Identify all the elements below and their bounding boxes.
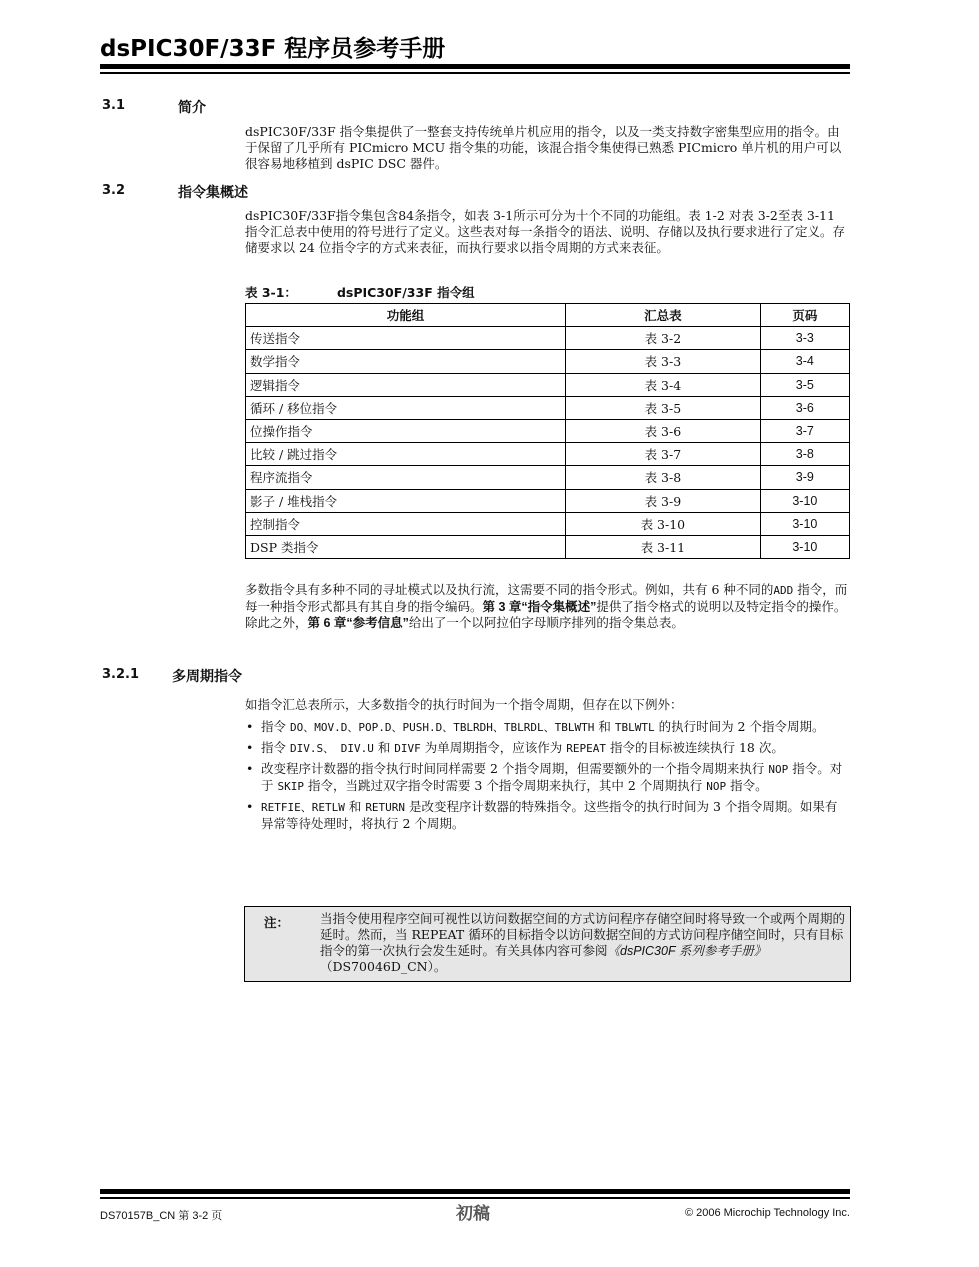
table-cell-group: 程序流指令 [246, 466, 566, 489]
list-item [245, 761, 845, 795]
note-label: 注： [264, 915, 290, 930]
bullet-text: 指令。 [726, 778, 768, 793]
bullet-text: 是改变程序计数器的特殊指令。这些指令的执行时间为 3 个指令周期。如果有异常等待处理时，将执行 2 个周期。 [261, 799, 838, 831]
code-span: REPEAT [566, 742, 606, 755]
table-header-cell: 功能组 [246, 304, 566, 327]
header-rule-thick [100, 64, 850, 69]
table-header-cell: 汇总表 [566, 304, 761, 327]
bullet-text: 指令 [261, 740, 290, 755]
list-item [245, 719, 845, 736]
code-span: TBLWTL [614, 721, 655, 734]
table-cell-group: 数学指令 [246, 350, 566, 373]
after-table-text-4: 给出了一个以阿拉伯字母顺序排列的指令集总表。 [408, 615, 684, 630]
page-header-title: dsPIC30F/33F 程序员参考手册 [100, 36, 446, 62]
after-table-text-1: 多数指令具有多种不同的寻址模式以及执行流，这需要不同的指令形式。例如，共有 6 种不同的 [245, 582, 774, 597]
table-caption-label: 表 3-1： [245, 285, 297, 300]
code-span: NOP [768, 763, 789, 776]
table-cell-summary: 表 3-3 [566, 350, 761, 373]
table-row [246, 396, 850, 419]
table-cell-summary: 表 3-7 [566, 443, 761, 466]
table-cell-page: 3-10 [760, 489, 849, 512]
table-row [246, 512, 850, 535]
table-cell-page: 3-3 [760, 327, 849, 350]
bullet-text: 指令的目标被连续执行 18 次。 [606, 740, 784, 755]
bullet-glyph: • [246, 740, 254, 755]
table-cell-page: 3-5 [760, 373, 849, 396]
note-text [320, 911, 845, 975]
table-cell-page: 3-9 [760, 466, 849, 489]
bullet-text: 和 [373, 740, 395, 755]
table-cell-page: 3-4 [760, 350, 849, 373]
bullet-text: 指令 [261, 719, 290, 734]
code-add: ADD [773, 584, 794, 597]
table-header-row [246, 304, 850, 327]
table-caption-title: dsPIC30F/33F 指令组 [336, 285, 475, 300]
section-3-2-1-title: 多周期指令 [172, 669, 242, 685]
bullet-text: 的执行时间为 2 个指令周期。 [654, 719, 825, 734]
table-cell-group: 比较 / 跳过指令 [246, 443, 566, 466]
table-cell-summary: 表 3-11 [566, 535, 761, 558]
exceptions-list [245, 719, 845, 836]
code-span: RETFIE、RETLW [261, 801, 345, 814]
section-3-2-1-number: 3.2.1 [102, 667, 140, 682]
table-cell-group: 逻辑指令 [246, 373, 566, 396]
chapter-6-ref: 第 6 章“参考信息” [307, 616, 409, 630]
table-cell-page: 3-8 [760, 443, 849, 466]
bullet-text: 指令。对于 [261, 761, 843, 793]
table-row [246, 373, 850, 396]
table-row [246, 327, 850, 350]
table-cell-group: 位操作指令 [246, 419, 566, 442]
note-tail: （DS70046D_CN）。 [320, 959, 447, 974]
footer-copyright: © 2006 Microchip Technology Inc. [684, 1207, 850, 1219]
table-cell-group: DSP 类指令 [246, 535, 566, 558]
code-span: DIV.S、 DIV.U [289, 742, 374, 755]
section-3-2-body: dsPIC30F/33F指令集包含84条指令，如表 3-1所示可分为十个不同的功能组。表 1-2 对表 3-2至表 3-11 指令汇总表中使用的符号进行了定义。这些表对每一条指令的语法、说明、存储以及执行要求进行了定义。存储要求以 24 位指令字的方式来表征，而执行要求以指令周期的方式来表征。 [245, 208, 846, 255]
note-body: 当指令使用程序空间可视性以访问数据空间的方式访问程序存储空间时将导致一个或两个周期的延时。然而，当 REPEAT 循环的目标指令以访问数据空间的方式访问程序储空间时，只有目标指令的第一次执行会发生延时。有关具体内容可参阅 [320, 911, 846, 958]
list-item [245, 799, 845, 832]
code-span: RETURN [365, 801, 406, 814]
table-cell-page: 3-10 [760, 512, 849, 535]
header-rule-thin [100, 72, 850, 74]
after-table-paragraph [245, 582, 850, 631]
after-table-text-3: 提供了指令格式的说明以及特定指令的操作。除此之外， [245, 599, 847, 630]
table-cell-group: 循环 / 移位指令 [246, 396, 566, 419]
table-row [246, 489, 850, 512]
table-cell-summary: 表 3-8 [566, 466, 761, 489]
bullet-text: 指令，当跳过双字指令时需要 3 个指令周期来执行，其中 2 个周期执行 [303, 778, 707, 793]
code-span: SKIP [277, 780, 304, 793]
table-row [246, 443, 850, 466]
table-cell-summary: 表 3-4 [566, 373, 761, 396]
table-cell-summary: 表 3-6 [566, 419, 761, 442]
bullet-glyph: • [246, 719, 254, 734]
section-3-1-number: 3.1 [102, 98, 126, 113]
code-span: NOP [706, 780, 727, 793]
bullet-text: 改变程序计数器的指令执行时间同样需要 2 个指令周期，但需要额外的一个指令周期来执行 [261, 761, 769, 776]
section-3-2-1-intro: 如指令汇总表所示，大多数指令的执行时间为一个指令周期，但存在以下例外： [245, 697, 683, 712]
table-cell-group: 传送指令 [246, 327, 566, 350]
table-row [246, 350, 850, 373]
bullet-text: 为单周期指令，应该作为 [420, 740, 567, 755]
section-3-1-body: dsPIC30F/33F 指令集提供了一整套支持传统单片机应用的指令，以及一类支持数字密集型应用的指令。由于保留了几乎所有 PICmicro MCU 指令集的功能，该混合指令集使得已熟悉 PICmicro 单片机的用户可以很容易地移植到 dsPIC DSC 器件。 [245, 124, 842, 171]
bullet-glyph: • [246, 761, 254, 776]
table-row [246, 466, 850, 489]
table-cell-summary: 表 3-2 [566, 327, 761, 350]
table-header-cell: 页码 [760, 304, 849, 327]
code-span: DIVF [394, 742, 421, 755]
section-3-1-title: 简介 [178, 100, 206, 116]
table-row [246, 535, 850, 558]
table-row [246, 419, 850, 442]
instruction-groups-table [245, 303, 850, 559]
list-item [245, 740, 845, 757]
section-3-2-number: 3.2 [102, 183, 126, 198]
code-span: DO、MOV.D、POP.D、PUSH.D、TBLRDH、TBLRDL、TBLWTH [289, 721, 595, 734]
footer-draft-mark: 初稿 [456, 1204, 490, 1224]
table-cell-group: 影子 / 堆栈指令 [246, 489, 566, 512]
chapter-3-ref: 第 3 章“指令集概述” [482, 600, 597, 614]
bullet-glyph: • [246, 799, 254, 814]
after-table-text-2: 指令，而每一种指令形式都具有其自身的指令编码。 [245, 582, 848, 614]
bullet-text: 和 [344, 799, 366, 814]
table-caption [245, 283, 475, 301]
table-cell-group: 控制指令 [246, 512, 566, 535]
table-cell-page: 3-6 [760, 396, 849, 419]
section-3-2-title: 指令集概述 [178, 185, 248, 201]
note-reference: 《dsPIC30F 系列参考手册》 [607, 944, 767, 958]
table-cell-page: 3-10 [760, 535, 849, 558]
table-cell-summary: 表 3-10 [566, 512, 761, 535]
footer-rule-thick [100, 1189, 850, 1194]
bullet-text: 和 [594, 719, 615, 734]
table-cell-summary: 表 3-9 [566, 489, 761, 512]
footer-doc-number: DS70157B_CN 第 3-2 页 [100, 1210, 223, 1222]
table-cell-summary: 表 3-5 [566, 396, 761, 419]
table-cell-page: 3-7 [760, 419, 849, 442]
